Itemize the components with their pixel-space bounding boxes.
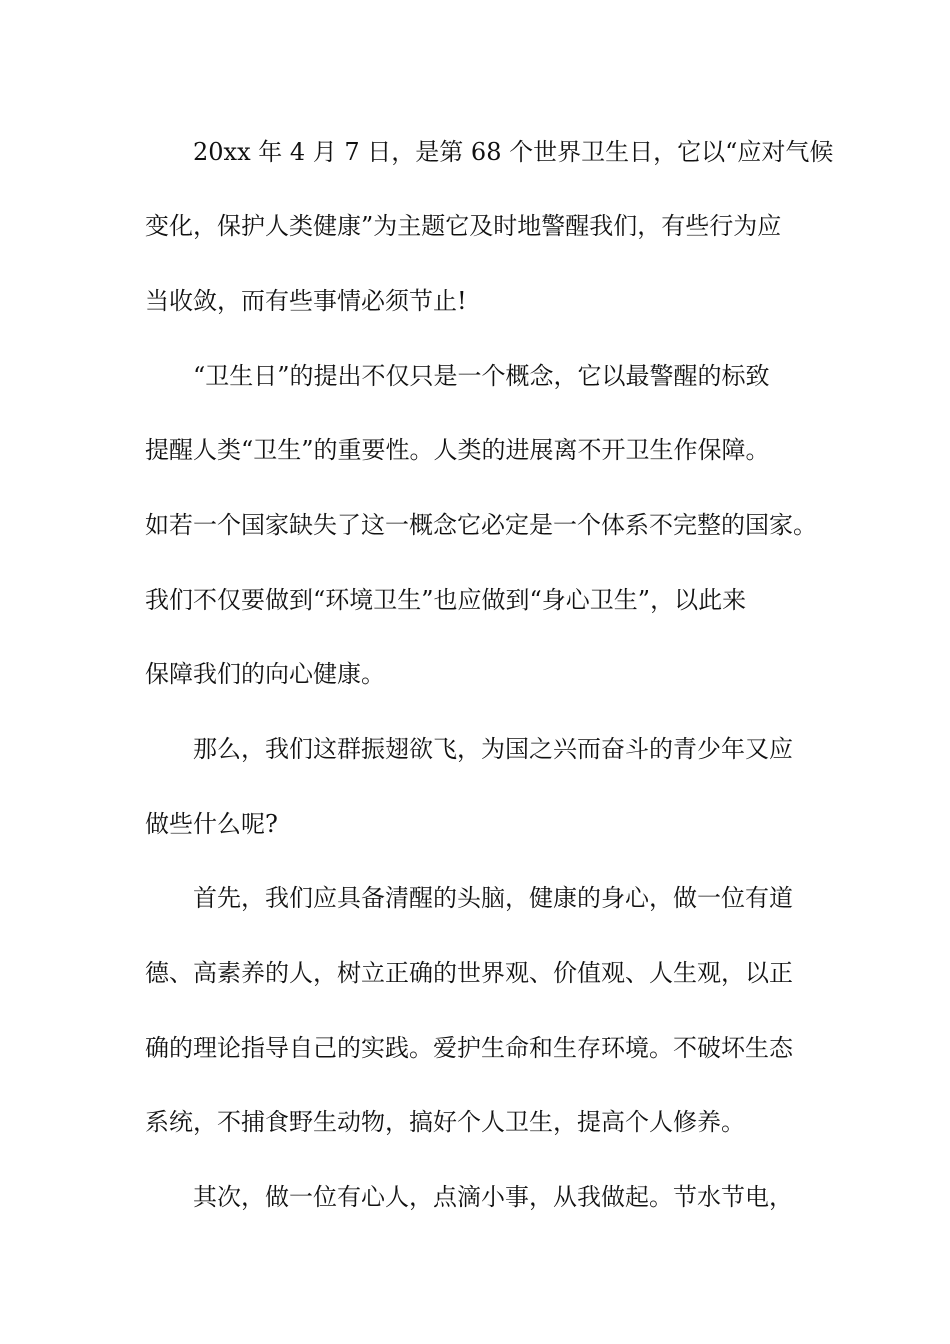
paragraph-4-line-1: 首先，我们应具备清醒的头脑，健康的身心，做一位有道	[193, 884, 793, 912]
paragraph-2-line-4: 我们不仅要做到“环境卫生”也应做到“身心卫生”，以此来	[145, 586, 747, 614]
paragraph-2-line-5: 保障我们的向心健康。	[145, 660, 385, 688]
paragraph-3-line-2: 做些什么呢?	[145, 810, 278, 838]
paragraph-4-line-3: 确的理论指导自己的实践。爱护生命和生存环境。不破坏生态	[145, 1034, 793, 1062]
paragraph-4-line-4: 系统，不捕食野生动物，搞好个人卫生，提高个人修养。	[145, 1108, 745, 1136]
paragraph-1-line-2: 变化，保护人类健康”为主题它及时地警醒我们，有些行为应	[145, 212, 782, 240]
paragraph-2-line-3: 如若一个国家缺失了这一概念它必定是一个体系不完整的国家。	[145, 511, 817, 539]
paragraph-2-line-2: 提醒人类“卫生”的重要性。人类的进展离不开卫生作保障。	[145, 436, 770, 464]
paragraph-4-line-2: 德、高素养的人，树立正确的世界观、价值观、人生观，以正	[145, 959, 793, 987]
paragraph-1-line-3: 当收敛，而有些事情必须节止!	[145, 287, 467, 315]
paragraph-1-line-1: 20xx 年 4 月 7 日，是第 68 个世界卫生日，它以“应对气候	[193, 138, 834, 166]
paragraph-3-line-1: 那么，我们这群振翅欲飞，为国之兴而奋斗的青少年又应	[193, 735, 793, 763]
paragraph-5-line-1: 其次，做一位有心人，点滴小事，从我做起。节水节电，	[193, 1183, 793, 1211]
paragraph-2-line-1: “卫生日”的提出不仅只是一个概念，它以最警醒的标致	[193, 362, 770, 390]
